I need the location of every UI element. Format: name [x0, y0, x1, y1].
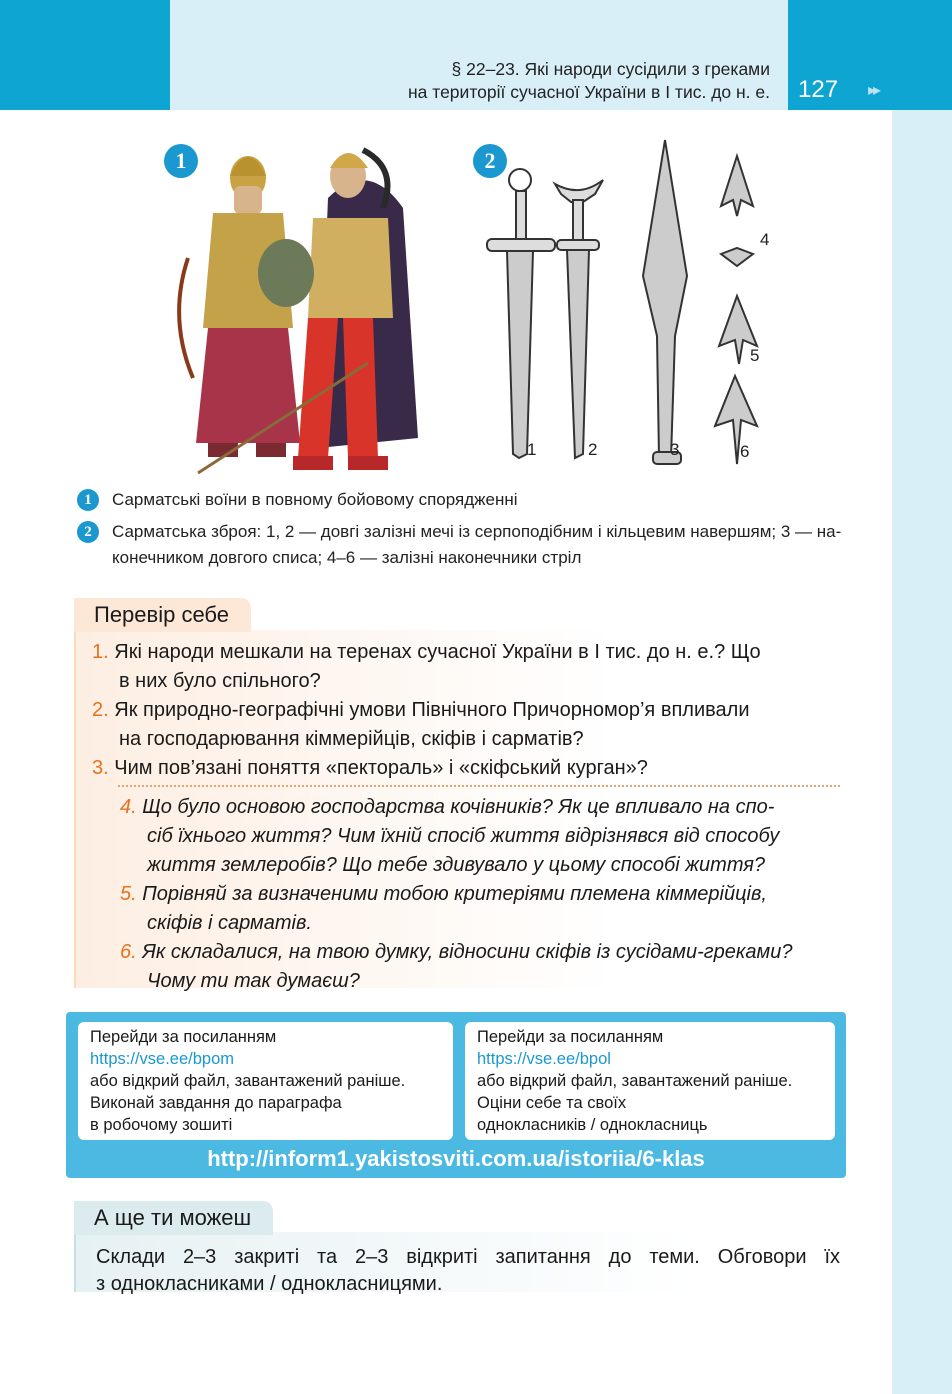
link-card-right [465, 1022, 835, 1140]
question-6 [120, 938, 842, 996]
question-1-line2: в них було спільного? [119, 670, 321, 692]
figure-2-badge: 2 [473, 144, 507, 178]
sword-crescent-pommel-icon [555, 180, 603, 458]
link-card-right-line5: однокласників / однокласниць [477, 1116, 708, 1134]
question-2-line2: на господарювання кіммерійців, скіфів і сарматів? [119, 728, 584, 750]
spear-head-icon [643, 140, 687, 464]
question-4-line2: сіб їхнього життя? Чим їхній спосіб життя відрізнявся від способу [147, 825, 780, 847]
side-strip [892, 110, 952, 1394]
check-section-border [74, 630, 76, 988]
question-4 [120, 793, 842, 880]
question-6-line2: Чому ти так думаєш? [147, 970, 360, 992]
header-left-band [0, 0, 170, 110]
question-6-line1: Як складалися, на твою думку, відносини скіфів із сусідами-греками? [142, 941, 793, 963]
sarmatian-warriors-illustration [168, 138, 438, 478]
link-card-right-line3: або відкрий файл, завантажений раніше. [477, 1072, 793, 1090]
question-4-number: 4. [120, 796, 137, 818]
link-card-left-url[interactable]: https://vse.ee/bpom [90, 1050, 234, 1068]
question-1-line1: Які народи мешкали на теренах сучасної України в I тис. до н. е.? Що [114, 641, 761, 663]
weapon-label-4: 4 [760, 230, 770, 249]
question-2-number: 2. [92, 699, 109, 721]
caption-1-badge: 1 [77, 489, 99, 511]
question-5 [120, 880, 842, 938]
extra-section-title: А ще ти можеш [74, 1201, 273, 1235]
link-card-left [78, 1022, 453, 1140]
caption-2-text [112, 519, 842, 571]
question-4-line1: Що було основою господарства кочівників? Як це впливало на спо- [142, 796, 775, 818]
weapon-label-1: 1 [527, 440, 537, 459]
chapter-title [408, 58, 770, 104]
caption-2-line1: Сарматська зброя: 1, 2 — довгі залізні мечі із серпоподібним і кільцевим навершям; 3 — на- [112, 522, 842, 541]
next-page-arrows-icon[interactable]: ▸▸ [868, 82, 879, 99]
extra-task-line1: Склади 2–3 закриті та 2–3 відкриті запитання до теми. Обговори їх [96, 1246, 840, 1268]
chapter-title-line1: § 22–23. Які народи сусідили з греками [451, 59, 770, 79]
link-card-left-line1: Перейди за посиланням [90, 1028, 277, 1046]
question-2-line1: Як природно-географічні умови Північного Причорномор’я впливали [114, 699, 750, 721]
caption-2-badge: 2 [77, 521, 99, 543]
page-number: 127 [798, 76, 839, 103]
question-3 [92, 754, 842, 783]
question-6-number: 6. [120, 941, 137, 963]
question-5-line2: скіфів і сарматів. [147, 912, 312, 934]
link-card-left-line4: Виконай завдання до параграфа [90, 1094, 342, 1112]
figure-1-badge: 1 [164, 144, 198, 178]
question-1-number: 1. [92, 641, 109, 663]
link-card-right-line4: Оціни себе та своїх [477, 1094, 627, 1112]
link-card-right-line1: Перейди за посиланням [477, 1028, 664, 1046]
extra-task-line2: з однокласниками / однокласницями. [96, 1273, 443, 1295]
weapon-label-3: 3 [670, 440, 680, 459]
link-card-left-line5: в робочому зошиті [90, 1116, 233, 1134]
question-4-line3: життя землеробів? Що тебе здивувало у цьому способі життя? [147, 854, 766, 876]
chapter-title-line2: на території сучасної України в I тис. до н. е. [408, 82, 770, 102]
question-1 [92, 638, 842, 696]
check-section-title: Перевір себе [74, 598, 251, 632]
weapon-label-6: 6 [740, 442, 750, 461]
question-divider [118, 785, 840, 787]
extra-section-border [74, 1232, 76, 1292]
sarmatian-weapons-illustration [475, 136, 795, 470]
sword-ring-pommel-icon [487, 169, 555, 458]
question-2 [92, 696, 842, 754]
weapon-label-2: 2 [588, 440, 598, 459]
question-3-number: 3. [92, 757, 109, 779]
question-5-line1: Порівняй за визначеними тобою критеріями племена кіммерійців, [142, 883, 767, 905]
main-resource-url[interactable]: http://inform1.yakistosviti.com.ua/istoriia/6-klas [207, 1146, 705, 1171]
caption-2-line2: конечником довгого списа; 4–6 — залізні наконечники стріл [112, 548, 582, 567]
question-5-number: 5. [120, 883, 137, 905]
weapon-label-5: 5 [750, 346, 760, 365]
link-card-right-url[interactable]: https://vse.ee/bpol [477, 1050, 611, 1068]
arrowheads-icon [715, 156, 760, 464]
question-3-line1: Чим пов’язані поняття «пектораль» і «скіфський курган»? [114, 757, 648, 779]
link-card-left-line3: або відкрий файл, завантажений раніше. [90, 1072, 406, 1090]
caption-1-text: Сарматські воїни в повному бойовому спорядженні [112, 490, 518, 509]
